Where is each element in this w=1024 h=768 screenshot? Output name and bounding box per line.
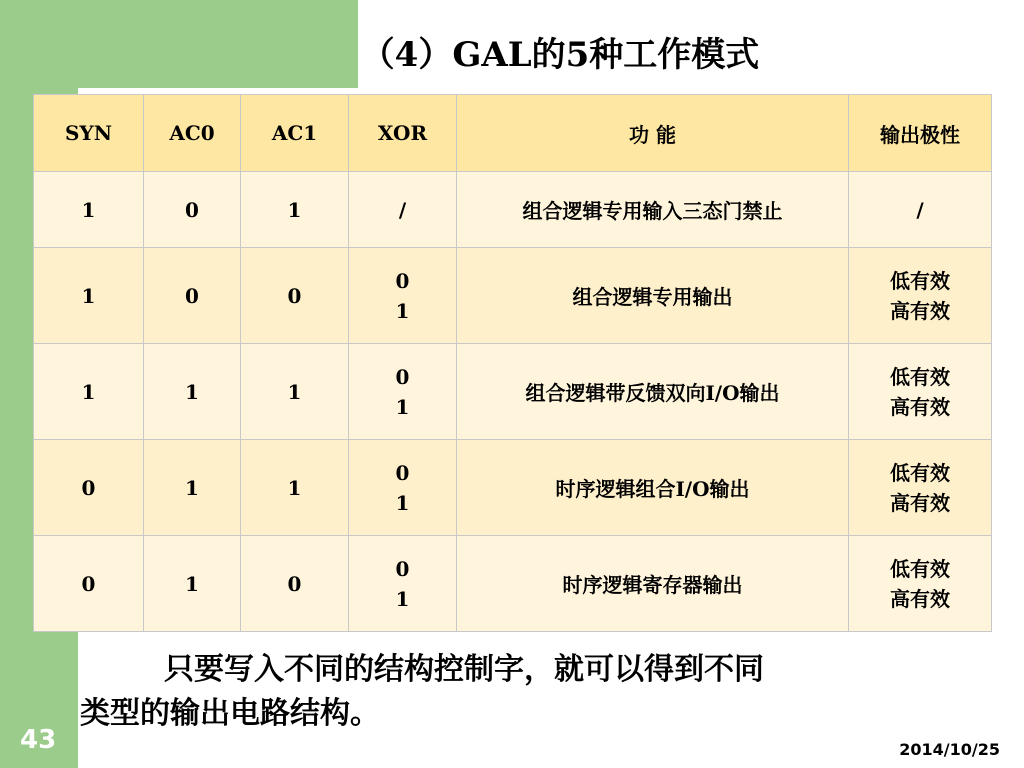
cell-polarity (849, 172, 992, 248)
cell-polarity-high: 高有效 (890, 298, 950, 323)
cell-xor-high: 1 (395, 586, 410, 611)
cell-ac0: 0 (144, 248, 241, 344)
cell-xor-value: / (398, 197, 407, 222)
header-xor: XOR (349, 95, 457, 172)
cell-polarity (849, 344, 992, 440)
cell-function: 时序逻辑寄存器输出 (457, 536, 849, 632)
cell-xor-low: 0 (395, 460, 410, 485)
cell-polarity (849, 536, 992, 632)
gal-mode-table (33, 94, 992, 632)
table-row (34, 172, 992, 248)
cell-ac0: 1 (144, 440, 241, 536)
cell-function: 组合逻辑专用输出 (457, 248, 849, 344)
cell-function: 组合逻辑专用输入三态门禁止 (457, 172, 849, 248)
summary-line-2: 类型的输出电路结构。 (80, 696, 380, 731)
cell-xor-high: 1 (395, 490, 410, 515)
cell-xor-high: 1 (395, 298, 410, 323)
cell-ac1: 1 (241, 344, 349, 440)
summary-line-1 (80, 648, 1000, 692)
cell-syn: 0 (34, 536, 144, 632)
cell-function: 组合逻辑带反馈双向I/O输出 (457, 344, 849, 440)
summary-line-1-text: 只要写入不同的结构控制字，就可以得到不同 (164, 652, 764, 687)
cell-ac1: 1 (241, 172, 349, 248)
header-syn: SYN (34, 95, 144, 172)
summary-paragraph (80, 648, 1000, 736)
header-ac0: AC0 (144, 95, 241, 172)
cell-syn: 1 (34, 248, 144, 344)
cell-ac1: 0 (241, 248, 349, 344)
cell-polarity-low: 低有效 (890, 364, 950, 389)
cell-polarity-high: 高有效 (890, 490, 950, 515)
table-row (34, 344, 992, 440)
cell-polarity-value: / (916, 197, 924, 222)
cell-polarity-low: 低有效 (890, 460, 950, 485)
cell-xor (349, 536, 457, 632)
cell-ac0: 1 (144, 344, 241, 440)
header-ac1: AC1 (241, 95, 349, 172)
page-number: 43 (20, 725, 57, 755)
cell-xor (349, 344, 457, 440)
cell-ac1: 1 (241, 440, 349, 536)
table-header-row (34, 95, 992, 172)
header-polarity: 输出极性 (849, 95, 992, 172)
cell-syn: 0 (34, 440, 144, 536)
cell-ac1: 0 (241, 536, 349, 632)
cell-xor (349, 172, 457, 248)
cell-xor-high: 1 (395, 394, 410, 419)
slide-date: 2014/10/25 (899, 740, 1000, 759)
table-row (34, 440, 992, 536)
cell-xor-low: 0 (395, 268, 410, 293)
cell-xor (349, 248, 457, 344)
cell-ac0: 0 (144, 172, 241, 248)
cell-function: 时序逻辑组合I/O输出 (457, 440, 849, 536)
cell-polarity-high: 高有效 (890, 586, 950, 611)
table-row (34, 536, 992, 632)
header-function: 功 能 (457, 95, 849, 172)
cell-xor-low: 0 (395, 364, 410, 389)
cell-polarity-high: 高有效 (890, 394, 950, 419)
slide-title: （4）GAL的5种工作模式 (360, 35, 760, 75)
cell-polarity (849, 440, 992, 536)
cell-syn: 1 (34, 344, 144, 440)
cell-xor-low: 0 (395, 556, 410, 581)
cell-ac0: 1 (144, 536, 241, 632)
cell-syn: 1 (34, 172, 144, 248)
cell-polarity-low: 低有效 (890, 556, 950, 581)
cell-polarity (849, 248, 992, 344)
cell-xor (349, 440, 457, 536)
table-row (34, 248, 992, 344)
cell-polarity-low: 低有效 (890, 268, 950, 293)
